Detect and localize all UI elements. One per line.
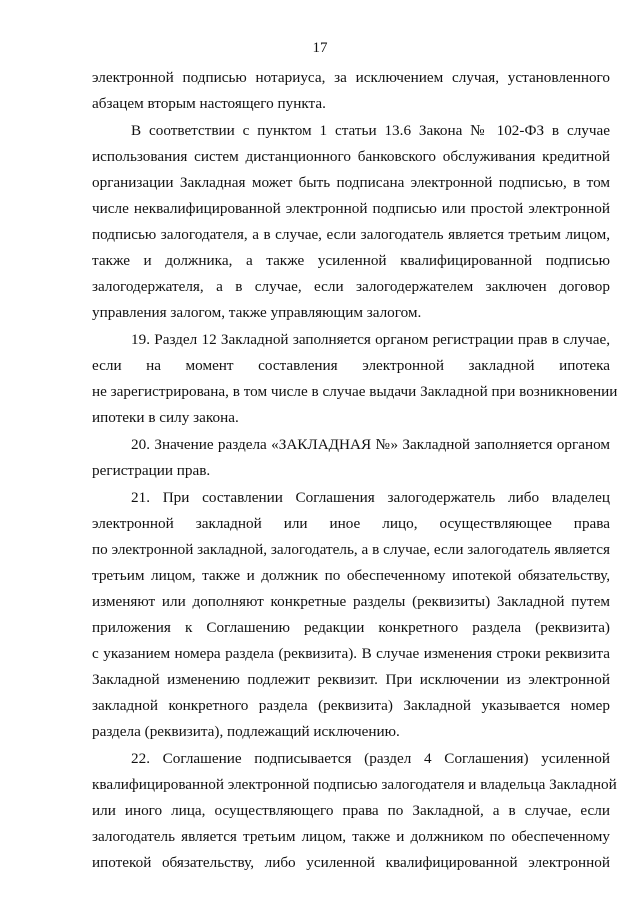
page-number: 17 [312, 40, 328, 56]
text-line: раздела (реквизита), подлежащий исключению. [92, 723, 400, 740]
text-line: залогодатель является третьим лицом, также и должником по обеспеченному [92, 828, 610, 845]
text-line: по электронной закладной, залогодатель, а в случае, если залогодатель является [92, 541, 610, 558]
text-line: использования систем дистанционного банковского обслуживания кредитной [92, 148, 610, 165]
text-line: Закладной изменению подлежит реквизит. При исключении из электронной [92, 671, 610, 688]
text-line: ипотеки в силу закона. [92, 409, 239, 426]
text-line: если на момент составления электронной закладной ипотека [92, 357, 610, 374]
text-line: 21. При составлении Соглашения залогодержатель либо владелец [131, 489, 610, 506]
text-line: с указанием номера раздела (реквизита). В случае изменения строки реквизита [92, 645, 610, 662]
text-line: приложения к Соглашению редакции конкретного раздела (реквизита) [92, 619, 610, 636]
text-line: управления залогом, также управляющим залогом. [92, 304, 422, 321]
text-line: 19. Раздел 12 Закладной заполняется органом регистрации прав в случае, [131, 331, 610, 348]
text-line: или иного лица, осуществляющего права по Закладной, а в случае, если [92, 802, 610, 819]
text-line: ипотекой обязательству, либо усиленной квалифицированной электронной [92, 854, 610, 871]
text-line: В соответствии с пунктом 1 статьи 13.6 Закона № 102-ФЗ в случае [131, 122, 610, 139]
text-line: 22. Соглашение подписывается (раздел 4 Соглашения) усиленной [131, 750, 610, 767]
text-line: залогодержателя, а в случае, если залогодержателем заключен договор [92, 278, 610, 295]
text-line: третьим лицом, также и должник по обеспеченному ипотекой обязательству, [92, 567, 610, 584]
text-line: также и должника, а также усиленной квалифицированной подписью [92, 252, 610, 269]
text-line: квалифицированной электронной подписью залогодателя и владельца Закладной [92, 776, 617, 793]
text-line: числе неквалифицированной электронной подписью или простой электронной [92, 200, 610, 217]
text-line: организации Закладная может быть подписана электронной подписью, в том [92, 174, 610, 191]
text-line: не зарегистрирована, в том числе в случае выдачи Закладной при возникновении [92, 383, 618, 400]
text-line: закладной конкретного раздела (реквизита) Закладной указывается номер [92, 697, 610, 714]
text-line: электронной закладной или иное лицо, осуществляющее права [92, 515, 610, 532]
text-line: регистрации прав. [92, 462, 211, 479]
text-line: изменяют или дополняют конкретные разделы (реквизиты) Закладной путем [92, 593, 610, 610]
text-line: 20. Значение раздела «ЗАКЛАДНАЯ №» Закладной заполняется органом [131, 436, 610, 453]
text-line: электронной подписью нотариуса, за исключением случая, установленного [92, 69, 610, 86]
text-line: подписью залогодателя, а в случае, если залогодатель является третьим лицом, [92, 226, 610, 243]
text-line: абзацем вторым настоящего пункта. [92, 95, 326, 112]
